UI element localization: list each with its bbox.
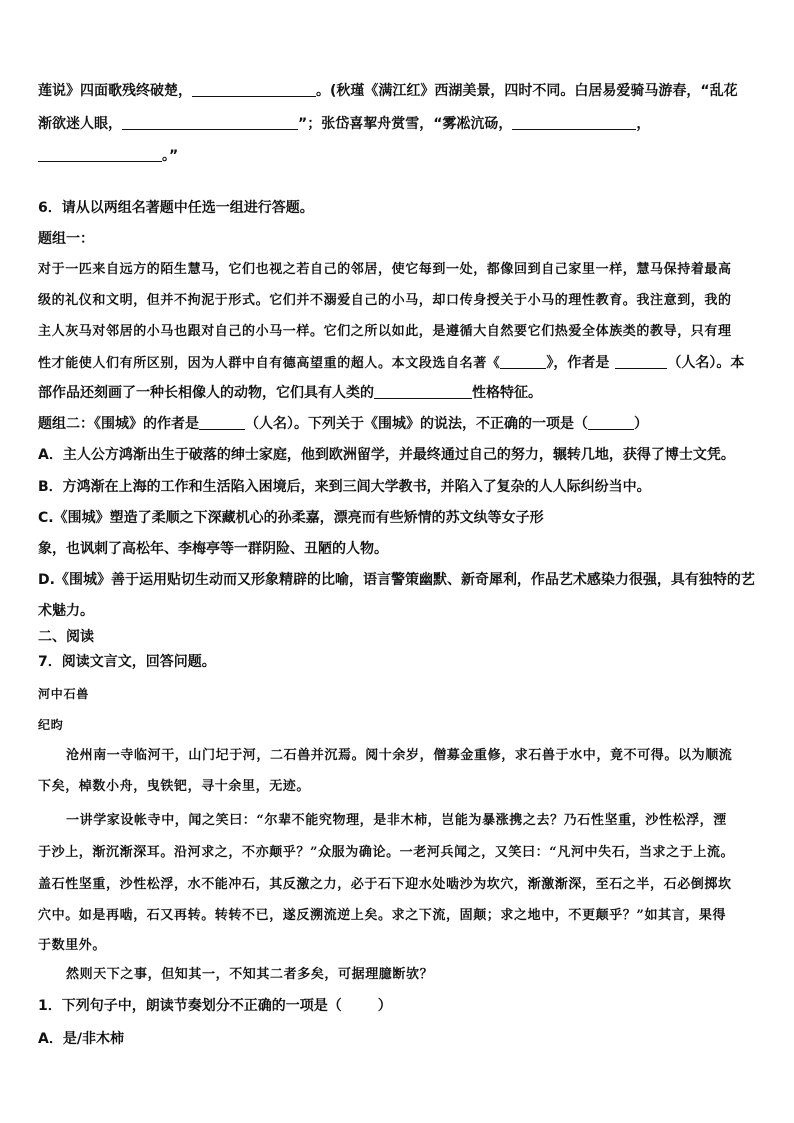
answer-blank <box>374 384 472 399</box>
q6-text: ） <box>634 416 648 432</box>
q7-title: 7．阅读文言文，回答问题。 <box>38 654 216 670</box>
q6-option-c-cont: 象，也讽刺了高松年、李梅亭等一群阴险、丑陋的人物。 <box>38 541 388 557</box>
q6-text: 性格特征。 <box>472 385 542 401</box>
q7-para1-line: 沧州南一寺临河干，山门圮于河，二石兽并沉焉。阅十余岁，僧募金重修，求石兽于水中，竟不可得。以为顺流 <box>66 748 733 763</box>
q7-para2-line: 盖石性坚重，沙性松浮，水不能冲石，其反激之力，必于石下迎水处啮沙为坎穴，渐激渐深，至石之半，石必倒掷坎 <box>38 877 732 892</box>
q6-text: 性才能使人们有所区别，因为人群中自有德高望重的超人。本文段选自名著《 <box>38 356 501 371</box>
q6-group2-line <box>38 413 760 435</box>
q6-title: 6．请从以两组名著题中任选一组进行答题。 <box>38 200 314 216</box>
q6-text: （人名）。下列关于《围城》的说法，不正确的一项是（ <box>245 416 588 432</box>
q6-text: 部作品还刻画了一种长相像人的动物，它们具有人类的 <box>38 385 374 401</box>
answer-blank <box>500 354 546 369</box>
q5-line-2 <box>38 113 760 135</box>
q7-para2-line: 于沙上，渐沉渐深耳。沿河求之，不亦颠乎？”众服为确论。一老河兵闻之，又笑曰：“凡河中失石，当求之于上流。 <box>38 845 735 860</box>
q7-para2-line: 穴中。如是再啮，石又再转。转转不已，遂反溯流逆上矣。求之下流，固颠；求之地中，不更颠乎？”如其言，果得 <box>38 908 727 923</box>
answer-blank <box>615 354 667 369</box>
q6-option-c: C.《围城》塑造了柔顺之下深藏机心的孙柔嘉，漂亮而有些矫情的苏文纨等女子形 <box>38 510 544 526</box>
q7-text: ） <box>377 998 392 1014</box>
section-heading: 二、阅读 <box>38 629 94 645</box>
q5-text: ， <box>636 116 651 132</box>
q6-group1-line-4 <box>38 352 760 374</box>
q7-sub1 <box>38 995 760 1017</box>
q7-para3: 然则天下之事，但知其一，不知其二者多矣，可据理臆断欤？ <box>66 967 434 982</box>
q6-option-b: B．方鸿渐在上海的工作和生活陷入困境后，来到三闾大学教书，并陷入了复杂的人人际纠纷当中。 <box>38 479 651 495</box>
answer-blank <box>122 115 298 130</box>
q6-group1-line: 级的礼仪和文明，但并不拘泥于形式。它们并不溺爱自己的小马，却口传身授关于小马的理性教育。我注意到，我的 <box>38 293 732 308</box>
answer-blank <box>512 115 636 130</box>
q7-para1-line: 下矣，棹数小舟，曳铁钯，寻十余里，无迹。 <box>38 779 311 794</box>
q5-line-1 <box>38 80 760 102</box>
q6-group1-line-5 <box>38 382 760 404</box>
q6-option-d-cont: 术魅力。 <box>38 603 94 619</box>
q7-para2-line: 于数里外。 <box>38 938 107 953</box>
q6-group1-line: 对于一匹来自远方的陌生慧马，它们也视之若自己的邻居，使它每到一处，都像回到自己家里一样，慧马保持着最高 <box>38 262 732 277</box>
q6-text: 》，作者是 <box>546 355 610 371</box>
q6-text: 题组二：《围城》的作者是 <box>38 416 199 432</box>
q7-sub1-option-a: A．是/非木柿 <box>38 1031 124 1047</box>
q5-text: 莲说》四面歌残终破楚， <box>38 83 192 99</box>
q6-group1-line: 主人灰马对邻居的小马也跟对自己的小马一样。它们之所以如此，是遵循大自然要它们热爱全体族类的教导，只有理 <box>38 324 732 339</box>
answer-blank <box>192 82 316 97</box>
q7-text-title: 河中石兽 <box>38 687 90 701</box>
q7-author: 纪昀 <box>38 718 64 732</box>
answer-blank <box>199 415 245 430</box>
q5-text: 。(秋瑾《满江红》西湖美景，四时不同。白居易爱骑马游春，“乱花 <box>316 83 738 99</box>
q5-line-3 <box>38 145 760 167</box>
q7-text: 1．下列句子中，朗读节奏划分不正确的一项是（ <box>38 998 342 1014</box>
answer-blank <box>38 147 162 162</box>
q6-option-a: A．主人公方鸿渐出生于破落的绅士家庭，他到欧洲留学，并最终通过自己的努力，辗转几地，获得了博士文凭。 <box>38 447 735 463</box>
q5-text: ”；张岱喜挈舟赏雪，“雾凇沆砀， <box>298 116 513 132</box>
q6-group1-label: 题组一： <box>38 231 94 247</box>
q5-text: 。” <box>162 148 179 164</box>
q6-option-d: D.《围城》善于运用贴切生动而又形象精辟的比喻，语言警策幽默、新奇犀利，作品艺术感染力很强，具有独特的艺 <box>38 572 755 588</box>
answer-blank <box>588 415 634 430</box>
q6-text: （人名）。本 <box>667 355 745 371</box>
q5-text: 渐欲迷人眼， <box>38 116 122 132</box>
q7-para2-line: 一讲学家设帐寺中，闻之笑曰：“尔辈不能究物理，是非木柿，岂能为暴涨携之去？乃石性坚重，沙性松浮，湮 <box>66 813 727 828</box>
